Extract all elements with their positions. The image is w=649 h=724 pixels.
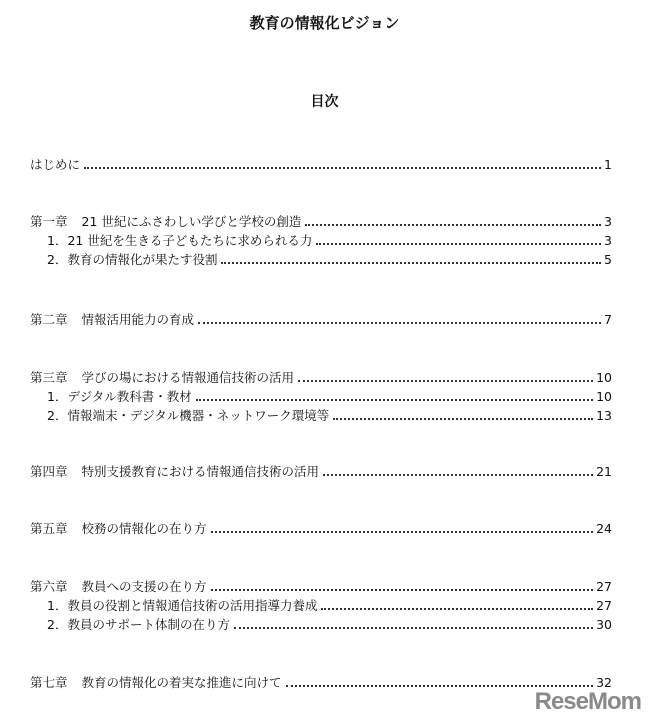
dot-leader [234, 627, 593, 629]
toc-entry-title: 21 世紀にふさわしい学びと学校の創造 [81, 214, 302, 229]
toc-entry[interactable] [30, 464, 612, 480]
toc-entry-title: はじめに [30, 157, 81, 172]
toc-entry[interactable] [47, 598, 612, 614]
toc-entry-title: 教員への支援の在り方 [81, 579, 207, 594]
toc-entry-label [47, 252, 217, 268]
toc-entry-title: 学びの場における情報通信技術の活用 [81, 370, 295, 385]
dot-leader [196, 399, 593, 401]
toc-entry-label [47, 233, 312, 249]
toc-entry-number: 第二章 [30, 312, 68, 327]
toc-entry-page: 7 [604, 312, 612, 327]
dot-leader [323, 474, 593, 476]
toc-entry-page: 1 [604, 157, 612, 172]
toc-entry-number: 1． [47, 389, 68, 404]
toc-entry-number: 第四章 [30, 464, 68, 479]
toc-entry-page: 3 [604, 214, 612, 229]
toc-entry-number: 1． [47, 233, 68, 248]
toc-entry-page: 24 [596, 521, 612, 536]
toc-entry-page: 30 [596, 617, 612, 632]
toc-entry-label [47, 617, 230, 633]
toc-entry-page: 32 [596, 675, 612, 690]
dot-leader [298, 380, 593, 382]
dot-leader [286, 685, 594, 687]
toc-entry-label [30, 312, 194, 328]
toc-entry[interactable] [47, 389, 612, 405]
toc-entry-page: 10 [596, 389, 612, 404]
toc-entry-title: 情報端末・デジタル機器・ネットワーク環境等 [67, 408, 330, 423]
dot-leader [211, 531, 594, 533]
dot-leader [198, 322, 601, 324]
dot-leader [221, 262, 601, 264]
toc-entry-label [47, 598, 317, 614]
toc-entry[interactable] [30, 214, 612, 230]
watermark-logo: ReseMom [534, 688, 641, 715]
toc-entry-page: 21 [596, 464, 612, 479]
toc-entry-page: 13 [596, 408, 612, 423]
toc-entry-title: 情報活用能力の育成 [81, 312, 195, 327]
toc-heading: 目次 [310, 94, 339, 110]
toc-entry[interactable] [30, 521, 612, 537]
toc-entry-number: 2． [47, 408, 68, 423]
toc-entry-title: 教員の役割と情報通信技術の活用指導力養成 [67, 598, 318, 613]
toc-entry-number: 第一章 [30, 214, 68, 229]
toc-entry-title: 21 世紀を生きる子どもたちに求められる力 [67, 233, 313, 248]
toc-entry-label [30, 214, 301, 230]
toc-entry-title: 特別支援教育における情報通信技術の活用 [81, 464, 320, 479]
toc-entry-title: 校務の情報化の在り方 [81, 521, 207, 536]
dot-leader [211, 589, 594, 591]
toc-entry[interactable] [30, 579, 612, 595]
toc-entry-label [30, 464, 319, 480]
toc-entry-label [30, 675, 282, 691]
toc-entry[interactable] [30, 157, 612, 173]
toc-entry-number: 2． [47, 617, 68, 632]
toc-entry-number: 第七章 [30, 675, 68, 690]
toc-entry-label [30, 370, 294, 386]
dot-leader [333, 418, 593, 420]
toc-entry[interactable] [47, 408, 612, 424]
toc-entry-label [30, 579, 207, 595]
toc-entry-title: 教育の情報化が果たす役割 [67, 252, 218, 267]
toc-entry-title: 教員のサポート体制の在り方 [67, 617, 230, 632]
toc-entry-title: 教育の情報化の着実な推進に向けて [81, 675, 282, 690]
toc-entry-label [30, 157, 80, 173]
toc-entry-title: デジタル教科書・教材 [67, 389, 192, 404]
toc-entry-page: 27 [596, 579, 612, 594]
toc-entry-page: 5 [604, 252, 612, 267]
toc-entry-label [30, 521, 207, 537]
toc-entry[interactable] [47, 233, 612, 249]
toc-entry-number: 第五章 [30, 521, 68, 536]
toc-entry-number: 1． [47, 598, 68, 613]
toc-entry[interactable] [30, 370, 612, 386]
toc-entry-number: 第六章 [30, 579, 68, 594]
dot-leader [305, 224, 601, 226]
toc-entry-number: 2． [47, 252, 68, 267]
toc-entry-page: 3 [604, 233, 612, 248]
toc-entry-number: 第三章 [30, 370, 68, 385]
toc-entry[interactable] [47, 252, 612, 268]
dot-leader [321, 608, 593, 610]
dot-leader [84, 167, 601, 169]
toc-entry-page: 10 [596, 370, 612, 385]
toc-entry[interactable] [47, 617, 612, 633]
toc-entry-page: 27 [596, 598, 612, 613]
toc-entry-label [47, 389, 192, 405]
toc-entry-label [47, 408, 329, 424]
dot-leader [316, 243, 601, 245]
toc-entry[interactable] [30, 312, 612, 328]
toc-entry[interactable] [30, 675, 612, 691]
document-title: 教育の情報化ビジョン [249, 14, 400, 32]
